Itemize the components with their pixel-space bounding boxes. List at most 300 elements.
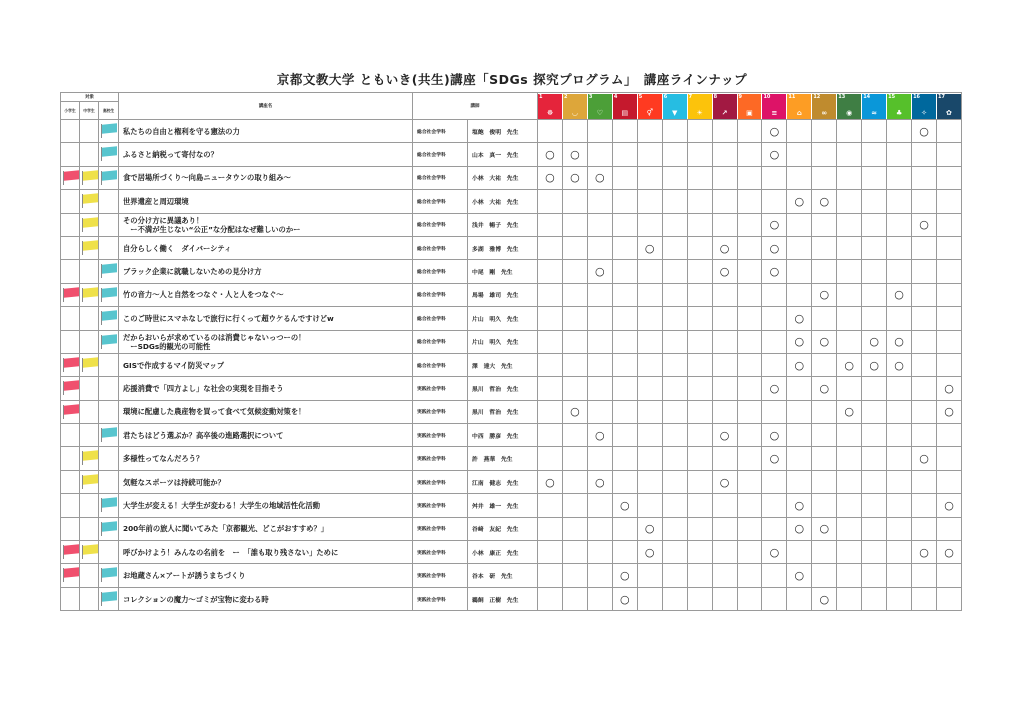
- sdg-cell-5: [637, 447, 662, 470]
- target-cell-elementary: [61, 377, 80, 400]
- sdg-cell-8: [712, 377, 737, 400]
- sdg-cell-16: [912, 330, 937, 353]
- target-cell-high: [99, 587, 119, 610]
- sdg-cell-12: [812, 236, 837, 259]
- flag-icon: [63, 171, 79, 181]
- sdg-cell-3: [587, 307, 612, 330]
- sdg-cell-15: [887, 190, 912, 213]
- sdg-cell-15: [887, 307, 912, 330]
- sdg-mark: ○: [595, 265, 605, 279]
- sdg-goal-number: 11: [788, 93, 796, 100]
- sdg-cell-9: [737, 400, 762, 423]
- target-cell-high: [99, 400, 119, 423]
- sdg-cell-5: [637, 541, 662, 564]
- target-cell-junior: [80, 307, 99, 330]
- sdg-goal-number: 16: [913, 93, 921, 100]
- table-row: [61, 166, 962, 189]
- target-cell-junior: [80, 587, 99, 610]
- target-cell-elementary: [61, 236, 80, 259]
- sdg-cell-6: [662, 470, 687, 493]
- target-cell-junior: [80, 213, 99, 236]
- sdg-cell-15: [887, 120, 912, 143]
- sdg-mark: ○: [769, 241, 780, 255]
- sdg-cell-14: [862, 447, 887, 470]
- sdg-cell-3: [587, 120, 612, 143]
- sdg-cell-14: [862, 517, 887, 540]
- table-row: [61, 541, 962, 564]
- sdg-cell-6: [662, 120, 687, 143]
- sdg-mark: ○: [944, 381, 954, 395]
- sdg-cell-16: [912, 400, 937, 423]
- table-row: [61, 190, 962, 213]
- sdg-cell-9: [737, 541, 762, 564]
- sdg-cell-3: [587, 564, 612, 587]
- sdg-cell-3: [587, 213, 612, 236]
- sdg-cell-14: [862, 541, 887, 564]
- target-cell-elementary: [61, 517, 80, 540]
- sdg-cell-8: [712, 587, 737, 610]
- sdg-mark: ○: [819, 288, 830, 302]
- flag-icon: [101, 288, 117, 298]
- sdg-cell-11: [787, 166, 812, 189]
- sdg-mark: ○: [719, 241, 730, 255]
- target-cell-elementary: [61, 494, 80, 517]
- sdg-cell-8: [712, 307, 737, 330]
- sdg-cell-17: [937, 587, 962, 610]
- sdg-cell-2: [562, 143, 587, 166]
- flag-icon: [101, 568, 117, 578]
- sdg-cell-4: [612, 494, 637, 517]
- sdg-cell-5: [637, 143, 662, 166]
- sdg-cell-1: [538, 587, 563, 610]
- sdg-mark: ○: [619, 498, 630, 512]
- department: 実践社会学科: [413, 447, 468, 470]
- sdg-cell-3: [587, 190, 612, 213]
- sdg-cell-14: [862, 564, 887, 587]
- sdg-mark: ○: [644, 545, 655, 559]
- sdg-cell-1: [538, 236, 563, 259]
- instructor-name: 谷本 研 先生: [468, 564, 538, 587]
- sdg-cell-16: [912, 353, 937, 376]
- sdg-cell-11: [787, 587, 812, 610]
- sdg-cell-6: [662, 143, 687, 166]
- sdg-goal-number: 7: [688, 93, 693, 100]
- sdg-cell-2: [562, 494, 587, 517]
- sdg-cell-6: [662, 564, 687, 587]
- sdg-cell-3: [587, 236, 612, 259]
- sdg-cell-3: [587, 166, 612, 189]
- sdg-cell-4: [612, 424, 637, 447]
- sdg-cell-2: [562, 353, 587, 376]
- sdg-mark: ○: [719, 265, 730, 279]
- sdg-mark: ○: [819, 592, 830, 606]
- flag-icon: [82, 194, 98, 204]
- sdg-cell-5: [637, 424, 662, 447]
- table-row: [61, 307, 962, 330]
- sdg-cell-14: [862, 260, 887, 283]
- sdg-cell-3: [587, 424, 612, 447]
- sdg-cell-2: [562, 307, 587, 330]
- sdg-mark: ○: [595, 475, 605, 489]
- sdg-cell-2: [562, 166, 587, 189]
- sdg-cell-17: [937, 330, 962, 353]
- sdg-cell-8: [712, 517, 737, 540]
- sdg-cell-16: [912, 143, 937, 166]
- sdg-cell-1: [538, 424, 563, 447]
- water-drop-icon: ▼: [671, 108, 678, 117]
- sdg-goal-9: [737, 94, 762, 119]
- sdg-cell-9: [737, 120, 762, 143]
- sdg-cell-14: [862, 190, 887, 213]
- dove-icon: ✧: [921, 108, 927, 117]
- sdg-cell-11: [787, 283, 812, 306]
- sdg-cell-9: [737, 587, 762, 610]
- sdg-cell-16: [912, 541, 937, 564]
- sdg-cell-14: [862, 236, 887, 259]
- sdg-cell-15: [887, 541, 912, 564]
- sdg-cell-12: [812, 377, 837, 400]
- sdg-cell-5: [637, 307, 662, 330]
- sdg-cell-8: [712, 494, 737, 517]
- sdg-cell-2: [562, 236, 587, 259]
- sdg-cell-17: [937, 400, 962, 423]
- sdg-goals-header: [538, 93, 962, 120]
- instructor-name: 小林 大祐 先生: [468, 190, 538, 213]
- sdg-cell-5: [637, 517, 662, 540]
- sdg-cell-15: [887, 330, 912, 353]
- sdg-mark: ○: [794, 194, 805, 208]
- target-cell-junior: [80, 424, 99, 447]
- target-cell-junior: [80, 190, 99, 213]
- sdg-cell-12: [812, 353, 837, 376]
- sdg-goal-number: 15: [888, 93, 896, 100]
- sdg-cell-12: [812, 166, 837, 189]
- target-cell-high: [99, 260, 119, 283]
- target-cell-elementary: [61, 330, 80, 353]
- sdg-cell-10: [762, 236, 787, 259]
- sdg-cell-6: [662, 330, 687, 353]
- sdg-mark: ○: [869, 358, 879, 372]
- sdg-cell-11: [787, 213, 812, 236]
- target-cell-elementary: [61, 447, 80, 470]
- flag-icon: [82, 475, 98, 485]
- instructor-name: 多湖 雅博 先生: [468, 236, 538, 259]
- sdg-cell-5: [637, 330, 662, 353]
- table-row: [61, 330, 962, 353]
- target-cell-high: [99, 447, 119, 470]
- target-cell-junior: [80, 330, 99, 353]
- sdg-goal-number: 17: [938, 93, 945, 100]
- sdg-goal-number: 12: [813, 93, 821, 100]
- sdg-mark: ○: [545, 171, 555, 185]
- sdg-cell-11: [787, 470, 812, 493]
- sdg-cell-9: [737, 494, 762, 517]
- sdg-cell-14: [862, 400, 887, 423]
- flag-icon: [101, 311, 117, 321]
- sdg-cell-15: [887, 166, 912, 189]
- sdg-cell-2: [562, 330, 587, 353]
- sdg-goal-number: 10: [763, 93, 771, 100]
- sdg-cell-13: [837, 541, 862, 564]
- sdg-cell-14: [862, 166, 887, 189]
- sdg-mark: ○: [545, 475, 555, 489]
- target-cell-elementary: [61, 587, 80, 610]
- sdg-goal-8: [712, 94, 737, 119]
- sdg-cell-15: [887, 213, 912, 236]
- target-cell-elementary: [61, 470, 80, 493]
- sdg-mark: ○: [919, 124, 929, 138]
- sdg-cell-1: [538, 470, 563, 493]
- course-title: 応援消費で「四方よし」な社会の実現を目指そう: [119, 377, 413, 400]
- instructor-name: 澤 達大 先生: [468, 353, 538, 376]
- sdg-cell-3: [587, 143, 612, 166]
- flag-icon: [101, 592, 117, 602]
- sdg-cell-13: [837, 564, 862, 587]
- sdg-cell-6: [662, 213, 687, 236]
- target-cell-junior: [80, 400, 99, 423]
- sdg-cell-5: [637, 213, 662, 236]
- target-cell-junior: [80, 564, 99, 587]
- sdg-cell-2: [562, 213, 587, 236]
- sdg-cell-10: [762, 260, 787, 283]
- sdg-cell-2: [562, 587, 587, 610]
- sdg-cell-10: [762, 190, 787, 213]
- flag-icon: [101, 498, 117, 508]
- sdg-cell-4: [612, 564, 637, 587]
- flag-icon: [82, 218, 98, 228]
- sdg-cell-7: [687, 541, 712, 564]
- sdg-cell-6: [662, 283, 687, 306]
- department: 総合社会学科: [413, 330, 468, 353]
- instructor-name: 江南 健志 先生: [468, 470, 538, 493]
- sdg-mark: ○: [570, 171, 580, 185]
- sdg-cell-5: [637, 494, 662, 517]
- target-cell-high: [99, 564, 119, 587]
- target-cell-elementary: [61, 166, 80, 189]
- sdg-cell-13: [837, 283, 862, 306]
- sdg-cell-16: [912, 190, 937, 213]
- sdg-mark: ○: [944, 498, 954, 512]
- sdg-cell-15: [887, 447, 912, 470]
- eye-globe-icon: ◉: [846, 108, 853, 117]
- sdg-cell-5: [637, 353, 662, 376]
- sdg-cell-5: [637, 190, 662, 213]
- flag-icon: [63, 381, 79, 391]
- sdg-mark: ○: [595, 428, 605, 442]
- sdg-cell-14: [862, 424, 887, 447]
- course-title: このご時世にスマホなしで旅行に行くって超ウケるんですけどw: [119, 307, 413, 330]
- sdg-cell-8: [712, 143, 737, 166]
- sdg-cell-16: [912, 260, 937, 283]
- sdg-cell-12: [812, 283, 837, 306]
- target-cell-high: [99, 236, 119, 259]
- sdg-cell-14: [862, 587, 887, 610]
- flag-icon: [82, 545, 98, 555]
- table-row: [61, 587, 962, 610]
- sdg-cell-10: [762, 447, 787, 470]
- sdg-cell-10: [762, 283, 787, 306]
- sdg-cell-15: [887, 236, 912, 259]
- sdg-cell-13: [837, 330, 862, 353]
- heartbeat-icon: ♡: [596, 108, 603, 117]
- sdg-goal-number: 9: [738, 93, 742, 100]
- sdg-cell-14: [862, 494, 887, 517]
- sdg-cell-17: [937, 541, 962, 564]
- target-cell-junior: [80, 447, 99, 470]
- sdg-cell-4: [612, 190, 637, 213]
- sdg-mark: ○: [769, 428, 780, 442]
- sdg-goal-17: [936, 94, 961, 119]
- sdg-mark: ○: [769, 545, 780, 559]
- sdg-cell-14: [862, 353, 887, 376]
- bowl-icon: ◡: [572, 108, 578, 117]
- sdg-cell-2: [562, 470, 587, 493]
- sdg-cell-3: [587, 353, 612, 376]
- sdg-cell-15: [887, 143, 912, 166]
- sdg-cell-17: [937, 353, 962, 376]
- sdg-cell-7: [687, 283, 712, 306]
- sdg-mark: ○: [819, 194, 830, 208]
- department: 実践社会学科: [413, 541, 468, 564]
- sdg-cell-4: [612, 377, 637, 400]
- sdg-mark: ○: [545, 148, 555, 162]
- target-cell-junior: [80, 120, 99, 143]
- sdg-cell-16: [912, 213, 937, 236]
- course-title: 呼びかけよう！みんなの名前を ー 「誰も取り残さない」ために: [119, 541, 413, 564]
- sdg-cell-11: [787, 307, 812, 330]
- sdg-mark: ○: [794, 522, 805, 536]
- target-cell-high: [99, 283, 119, 306]
- sdg-cell-9: [737, 330, 762, 353]
- sdg-mark: ○: [769, 381, 780, 395]
- sdg-mark: ○: [894, 288, 904, 302]
- sdg-cell-13: [837, 166, 862, 189]
- sdg-cell-2: [562, 120, 587, 143]
- sdg-cell-4: [612, 307, 637, 330]
- flag-icon: [63, 288, 79, 298]
- instructor-name: 浅井 暢子 先生: [468, 213, 538, 236]
- target-cell-high: [99, 470, 119, 493]
- department: 総合社会学科: [413, 190, 468, 213]
- flag-icon: [82, 171, 98, 181]
- course-header: 講座名: [119, 93, 413, 120]
- sdg-goal-number: 8: [713, 93, 718, 100]
- instructor-name: 塩飽 俊明 先生: [468, 120, 538, 143]
- sdg-mark: ○: [769, 265, 780, 279]
- sdg-cell-15: [887, 400, 912, 423]
- sdg-cell-4: [612, 400, 637, 423]
- sdg-cell-2: [562, 377, 587, 400]
- sdg-cell-13: [837, 213, 862, 236]
- flag-icon: [63, 568, 79, 578]
- instructor-name: 黒川 哲治 先生: [468, 377, 538, 400]
- sdg-cell-12: [812, 541, 837, 564]
- sdg-mark: ○: [595, 171, 605, 185]
- sdg-cell-5: [637, 400, 662, 423]
- target-cell-elementary: [61, 143, 80, 166]
- sdg-cell-17: [937, 424, 962, 447]
- target-cell-elementary: [61, 424, 80, 447]
- instructor-name: 中尾 剛 先生: [468, 260, 538, 283]
- sdg-cell-8: [712, 470, 737, 493]
- department: 総合社会学科: [413, 236, 468, 259]
- sdg-cell-14: [862, 470, 887, 493]
- course-title: その分け方に異議あり！ ー不満が生じない“公正”な分配はなぜ難しいのかー: [119, 213, 413, 236]
- sdg-cell-6: [662, 166, 687, 189]
- flag-icon: [101, 335, 117, 345]
- sdg-goal-number: 2: [563, 93, 568, 100]
- sdg-cell-17: [937, 120, 962, 143]
- target-cell-elementary: [61, 190, 80, 213]
- sdg-cell-1: [538, 447, 563, 470]
- department: 実践社会学科: [413, 517, 468, 540]
- sdg-cell-12: [812, 564, 837, 587]
- course-title: GISで作成するマイ防災マップ: [119, 353, 413, 376]
- sdg-cell-12: [812, 587, 837, 610]
- course-title: 環境に配慮した農産物を買って食べて気候変動対策を！: [119, 400, 413, 423]
- sdg-cell-6: [662, 353, 687, 376]
- sdg-goal-13: [836, 94, 861, 119]
- sdg-cell-12: [812, 424, 837, 447]
- sdg-cell-1: [538, 260, 563, 283]
- sdg-cell-14: [862, 377, 887, 400]
- fish-icon: ≈: [871, 108, 878, 117]
- sdg-cell-12: [812, 120, 837, 143]
- family-icon: ☸: [546, 108, 554, 117]
- course-title: 200年前の旅人に聞いてみた「京都観光、どこがおすすめ？」: [119, 517, 413, 540]
- instructor-name: 鵜飼 正樹 先生: [468, 587, 538, 610]
- sdg-cell-13: [837, 353, 862, 376]
- sdg-cell-6: [662, 587, 687, 610]
- sdg-cell-14: [862, 283, 887, 306]
- sdg-cell-6: [662, 517, 687, 540]
- page-title: 京都文教大学 ともいき(共生)講座「SDGs 探究プログラム」 講座ラインナップ: [276, 72, 748, 87]
- sdg-cell-2: [562, 517, 587, 540]
- sdg-cell-16: [912, 236, 937, 259]
- sdg-cell-6: [662, 494, 687, 517]
- sdg-mark: ○: [794, 498, 805, 512]
- table-row: [61, 283, 962, 306]
- target-cell-high: [99, 213, 119, 236]
- course-lineup-table: [60, 92, 962, 611]
- sdg-cell-13: [837, 470, 862, 493]
- sdg-cell-7: [687, 517, 712, 540]
- sdg-cell-6: [662, 541, 687, 564]
- sdg-cell-13: [837, 424, 862, 447]
- sdg-cell-11: [787, 564, 812, 587]
- sdg-cell-1: [538, 190, 563, 213]
- target-cell-junior: [80, 236, 99, 259]
- sdg-cell-13: [837, 236, 862, 259]
- target-cell-elementary: [61, 307, 80, 330]
- sdg-cell-17: [937, 307, 962, 330]
- sdg-cell-10: [762, 541, 787, 564]
- sdg-cell-6: [662, 424, 687, 447]
- sdg-cell-17: [937, 260, 962, 283]
- sdg-cell-11: [787, 400, 812, 423]
- sdg-cell-8: [712, 424, 737, 447]
- sdg-cell-3: [587, 587, 612, 610]
- sdg-goal-tiles: [538, 94, 961, 119]
- target-cell-high: [99, 166, 119, 189]
- sdg-goal-11: [786, 94, 811, 119]
- instructor-name: 許 燕華 先生: [468, 447, 538, 470]
- sdg-goal-number: 5: [638, 93, 643, 100]
- sdg-goal-6: [662, 94, 687, 119]
- sdg-cell-1: [538, 283, 563, 306]
- sdg-cell-7: [687, 236, 712, 259]
- instructor-name: 中西 勝彦 先生: [468, 424, 538, 447]
